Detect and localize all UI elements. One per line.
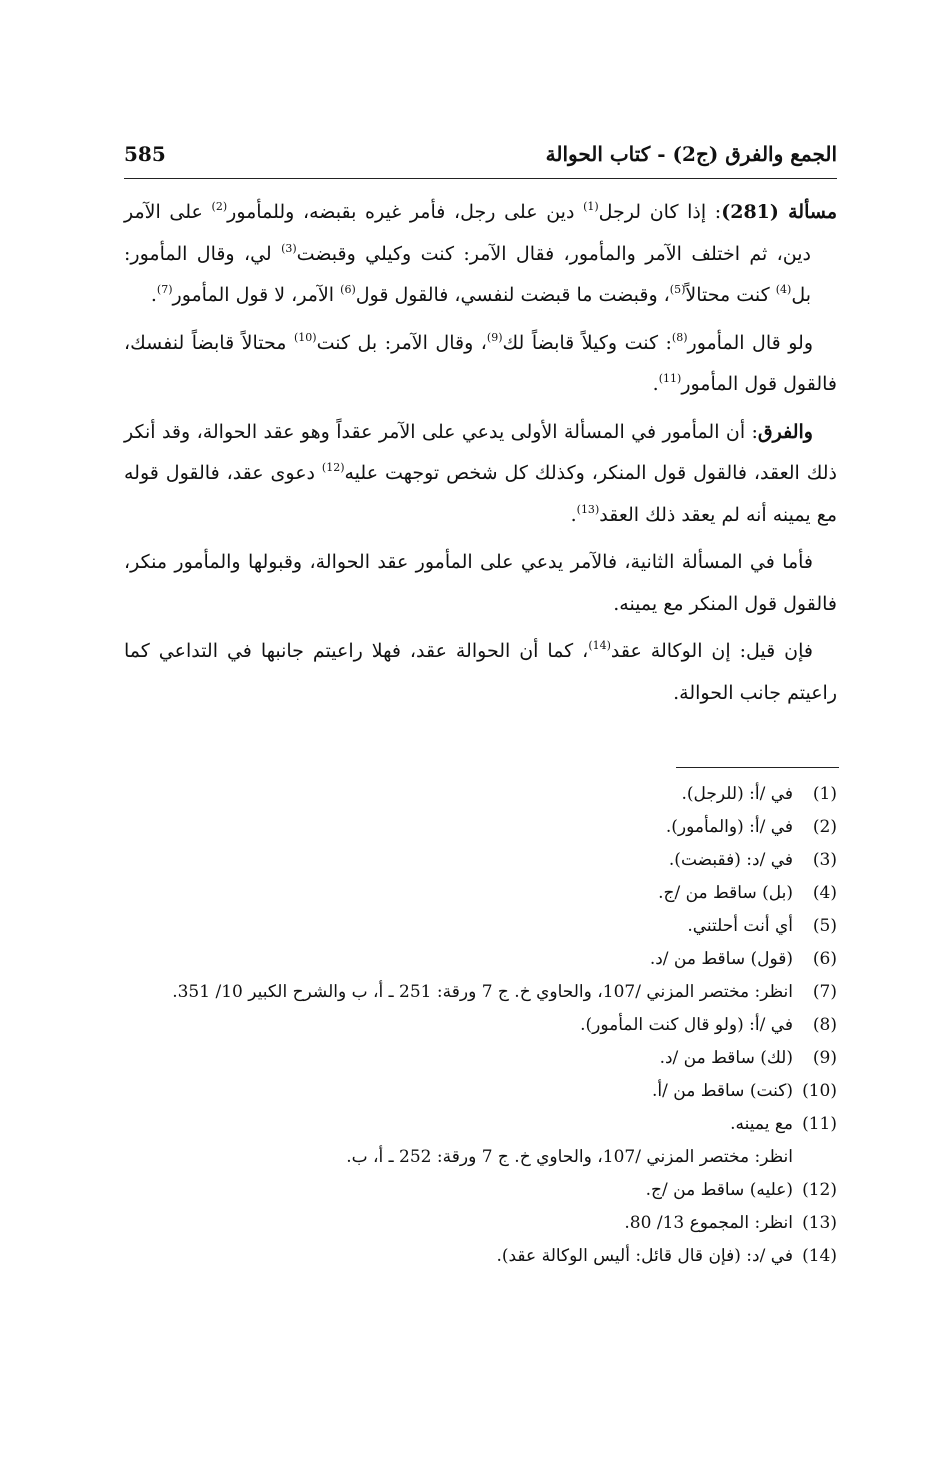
footnote-separator xyxy=(676,767,839,768)
text-run: ، وقال الآمر: بل كنت xyxy=(316,331,487,354)
footnote xyxy=(124,910,837,943)
running-title: الجمع والفرق (ج2) - كتاب الحوالة xyxy=(545,142,837,166)
footnote-text: في /أ: (ولو قال كنت المأمور). xyxy=(580,1015,793,1035)
footnote-text: أي أنت أحلتني. xyxy=(687,916,793,936)
footnote-text: (كنت) ساقط من /أ. xyxy=(652,1081,793,1101)
page-header xyxy=(124,134,837,174)
footnote-text: (لك) ساقط من /د. xyxy=(659,1048,793,1068)
footnote-ref: (4) xyxy=(775,283,792,296)
footnote-text: (قول) ساقط من /د. xyxy=(649,949,793,969)
text-run: . xyxy=(652,373,659,395)
footnote-ref: (3) xyxy=(281,241,297,255)
footnote-number: (12) xyxy=(802,1180,837,1200)
issue-label: مسألة (281) xyxy=(721,201,837,223)
footnote-text: مع يمينه. xyxy=(730,1114,793,1134)
footnote-ref: (7) xyxy=(156,283,173,296)
footnote-text: في /أ: (للرجل). xyxy=(681,784,793,804)
footnote-text: (بل) ساقط من /ج. xyxy=(658,883,793,903)
footnote-text: انظر: المجموع 13/ 80. xyxy=(624,1213,793,1233)
footnote-number: (11) xyxy=(802,1114,837,1134)
footnote-number: (9) xyxy=(812,1048,837,1068)
footnote-number: (8) xyxy=(812,1015,837,1035)
footnote-text: في /د: (فإن قال قائل: أليس الوكالة عقد). xyxy=(496,1246,793,1266)
paragraph-reverse-case xyxy=(124,323,837,406)
footnote-text: في /أ: (والمأمور). xyxy=(665,817,793,837)
footnote xyxy=(124,1174,837,1207)
footnote-ref: (9) xyxy=(486,330,503,344)
footnote-ref: (6) xyxy=(340,283,356,296)
footnote xyxy=(124,811,837,844)
footnote-number: (5) xyxy=(812,916,837,936)
footnote-text: انظر: مختصر المزني /107، والحاوي خ. ج 7 ورقة: 251 ـ أ، ب والشرح الكبير 10/ 351. xyxy=(172,982,793,1002)
footnote xyxy=(124,1075,837,1108)
footnote-number: (4) xyxy=(812,883,837,903)
text-run: ولو قال المأمور xyxy=(687,331,814,354)
paragraph-second-issue xyxy=(124,542,837,625)
text-run: كنت محتالاً xyxy=(685,284,776,306)
page-number: 585 xyxy=(124,142,166,166)
paragraph-objection xyxy=(124,631,837,714)
text-run: فإن قيل: إن الوكالة عقد xyxy=(610,640,813,662)
text-run: دين على رجل، فأمر غيره بقبضه، وللمأمور xyxy=(227,201,584,223)
footnote-number: (13) xyxy=(802,1213,837,1233)
footnote-ref: (14) xyxy=(588,639,611,652)
text-run: . xyxy=(570,503,577,526)
footnote-ref: (11) xyxy=(658,372,682,385)
main-text xyxy=(124,192,837,720)
footnote xyxy=(124,1240,837,1273)
difference-label: والفرق xyxy=(757,420,813,443)
text-run: دعوى عقد، فالقول قوله مع يمينه أنه لم يعقد ذلك العقد xyxy=(124,462,837,526)
footnote-number: (7) xyxy=(812,982,837,1002)
text-run: ، وقبضت ما قبضت لنفسي، فالقول قول xyxy=(355,284,670,306)
paragraph-issue-281 xyxy=(124,192,837,317)
footnote xyxy=(124,1108,837,1141)
footnote-ref: (5) xyxy=(669,283,686,296)
text-run: على الآمر دين، ثم اختلف الآمر والمأمور، فقال الآمر: كنت وكيلي وقبضت xyxy=(124,201,812,265)
paragraph-difference xyxy=(124,412,837,537)
footnote xyxy=(124,976,837,1009)
text-run: : كنت وكيلاً قابضاً لك xyxy=(502,331,672,354)
footnote xyxy=(124,877,837,910)
footnote-ref: (8) xyxy=(671,330,688,344)
footnote-ref: (12) xyxy=(321,461,345,474)
text-run: محتالاً قابضاً لنفسك، فالقول قول المأمور xyxy=(124,331,837,395)
footnote-number: (3) xyxy=(812,850,837,870)
text-run: : أن المأمور في المسألة الأولى يدعي على الآمر عقداً وهو عقد الحوالة، وقد أنكر ذلك العقد، فالقول قول المنكر، وكذلك كل شخص توجهت عليه xyxy=(124,420,837,484)
footnote-text: في /د: (فقبضت). xyxy=(668,850,793,870)
footnote-number: (10) xyxy=(802,1081,837,1101)
footnote xyxy=(124,778,837,811)
footnote-ref: (13) xyxy=(576,502,600,516)
footnotes xyxy=(124,778,837,1273)
footnote xyxy=(124,943,837,976)
text-run: ، كما أن الحوالة عقد، فهلا راعيتم جانبها في التداعي كما راعيتم جانب الحوالة. xyxy=(124,640,837,704)
footnote-number: (1) xyxy=(812,784,837,804)
text-run: . xyxy=(150,284,157,306)
footnote xyxy=(124,1009,837,1042)
text-run: فأما في المسألة الثانية، فالآمر يدعي على المأمور عقد الحوالة، وقبولها والمأمور منكر، فالقول قول المنكر مع يمينه. xyxy=(124,551,837,615)
footnote-ref: (2) xyxy=(211,200,228,213)
footnote xyxy=(124,1042,837,1075)
footnote-number: (14) xyxy=(802,1246,837,1266)
footnote xyxy=(124,844,837,877)
footnote-ref: (1) xyxy=(583,200,599,213)
footnote-ref: (10) xyxy=(294,330,317,344)
footnote-number: (6) xyxy=(812,949,837,969)
footnote-number: (2) xyxy=(812,817,837,837)
text-run: الآمر، لا قول المأمور xyxy=(172,284,341,306)
footnote-text: (عليه) ساقط من /ج. xyxy=(645,1180,793,1200)
text-run: لي، وقال المأمور: بل xyxy=(124,242,811,306)
footnote xyxy=(124,1207,837,1240)
text-run: : إذا كان لرجل xyxy=(598,201,722,223)
header-rule xyxy=(124,178,837,179)
footnote-continuation: انظر: مختصر المزني /107، والحاوي خ. ج 7 ورقة: 252 ـ أ، ب. xyxy=(346,1147,793,1167)
